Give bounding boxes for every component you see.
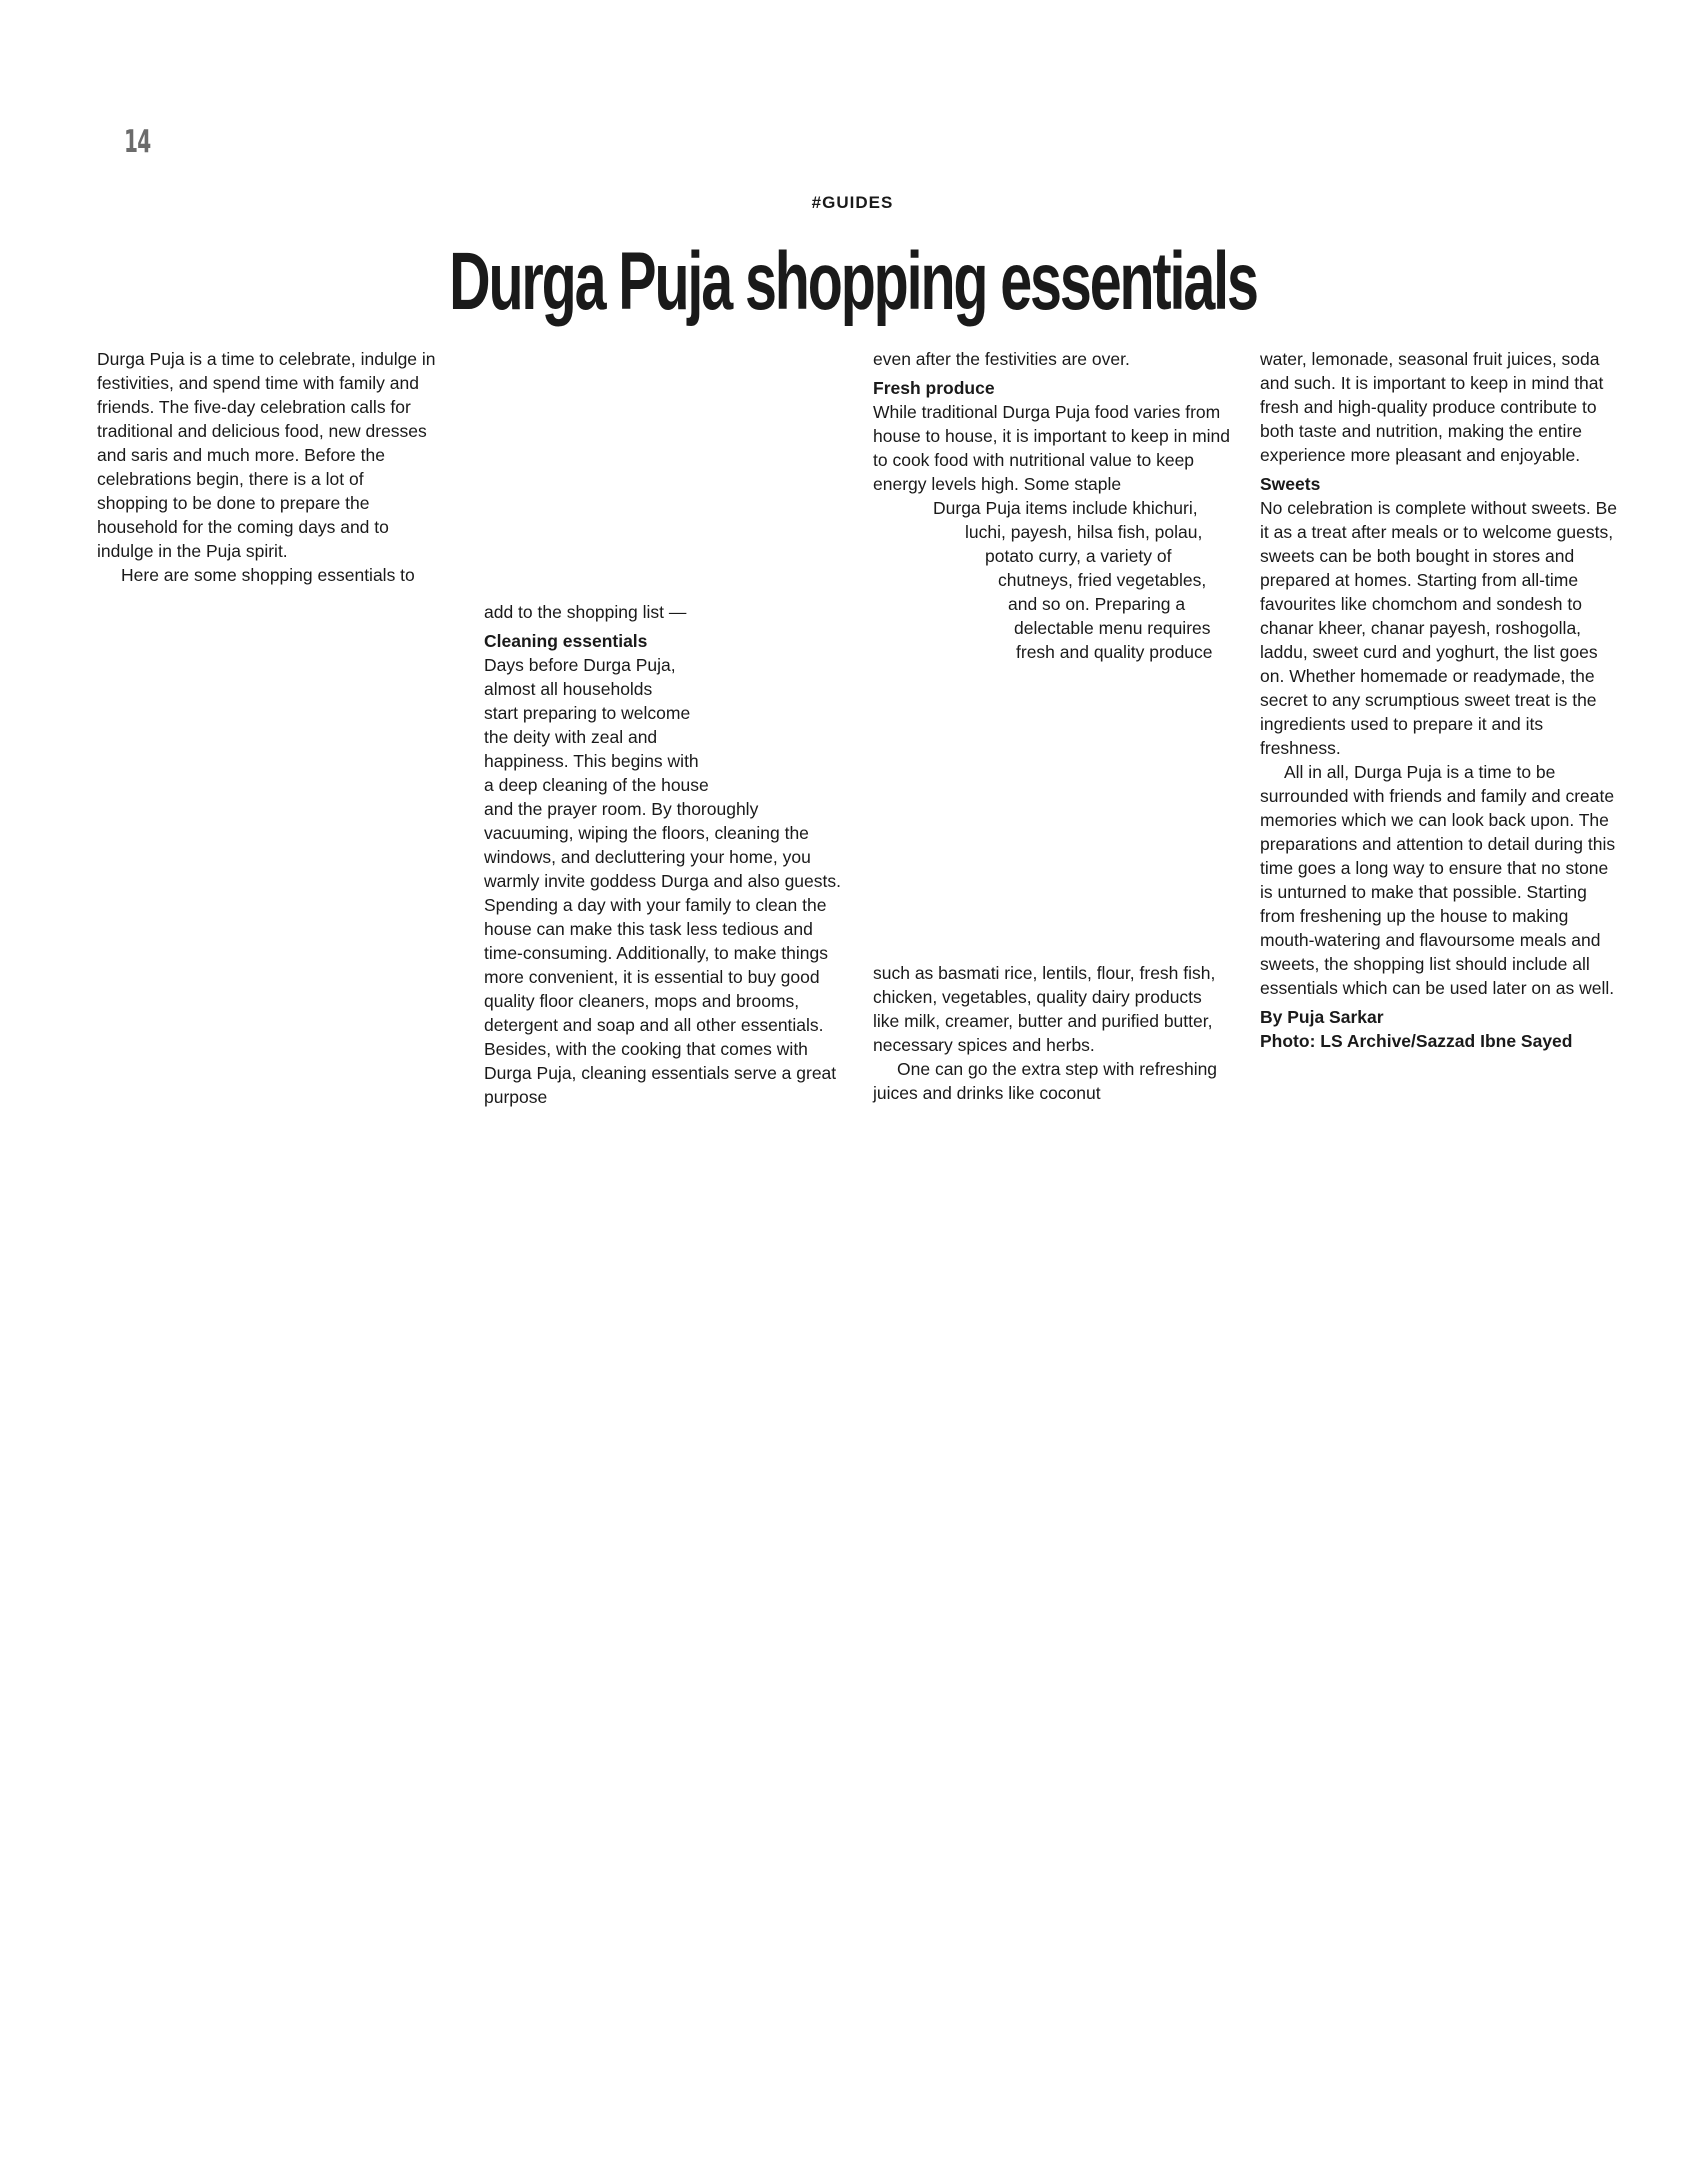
article-column-1 <box>97 347 439 587</box>
cleaning-paragraph <box>484 653 844 1109</box>
text-line: chutneys, fried vegetables, <box>998 570 1207 590</box>
article-column-4 <box>1260 347 1618 1053</box>
text-line: happiness. This begins with <box>484 751 699 771</box>
sweets-paragraph: No celebration is complete without sweets. Be it as a treat after meals or to welcome guests, sweets can be both bought in stores and prepared at homes. Starting from all-time favourites like chomchom and sondesh to chanar kheer, chanar payesh, roshogolla, laddu, sweet curd and yoghurt, the list goes on. Whether homemade or readymade, the secret to any scrumptious sweet treat is the ingredients used to prepare it and its freshness. <box>1260 498 1617 758</box>
drinks-paragraph: One can go the extra step with refreshing juices and drinks like coconut <box>873 1059 1218 1103</box>
intro-paragraph: Durga Puja is a time to celebrate, indulge in festivities, and spend time with family and friends. The five-day celebration calls for traditional and delicious food, new dresses and saris and much more. Before the celebrations begin, there is a lot of shopping to be done to prepare the household for the coming days and to indulge in the Puja spirit. <box>97 349 436 561</box>
headline-text: Durga Puja shopping essentials <box>448 236 1257 327</box>
text-line: delectable menu requires <box>1014 618 1211 638</box>
subhead-cleaning-essentials: Cleaning essentials <box>484 631 648 651</box>
section-tag: #GUIDES <box>811 193 894 212</box>
subhead-fresh-produce: Fresh produce <box>873 378 995 398</box>
headline <box>0 234 1705 330</box>
continued-paragraph: even after the festivities are over. <box>873 349 1130 369</box>
subhead-sweets: Sweets <box>1260 474 1321 494</box>
byline: By Puja Sarkar <box>1260 1007 1384 1027</box>
continued-paragraph: add to the shopping list — <box>484 602 687 622</box>
article-column-3-continued <box>873 961 1231 1105</box>
text-line: potato curry, a variety of <box>985 546 1172 566</box>
text-line: a deep cleaning of the house <box>484 775 709 795</box>
text-line: and so on. Preparing a <box>1008 594 1186 614</box>
article-column-2 <box>484 600 844 1109</box>
text-line: almost all households <box>484 679 653 699</box>
continued-paragraph: water, lemonade, seasonal fruit juices, soda and such. It is important to keep in mind that fresh and high-quality produce contribute to both taste and nutrition, making the entire experience more pleasant and enjoyable. <box>1260 349 1604 465</box>
photo-credit: Photo: LS Archive/Sazzad Ibne Sayed <box>1260 1031 1573 1051</box>
article-column-3 <box>873 347 1231 664</box>
produce-paragraph: such as basmati rice, lentils, flour, fresh fish, chicken, vegetables, quality dairy products like milk, creamer, butter and purified butter, necessary spices and herbs. <box>873 963 1216 1055</box>
text-line: Durga Puja items include khichuri, <box>933 498 1198 518</box>
text-line: the deity with zeal and <box>484 727 658 747</box>
text-line: fresh and quality produce <box>1016 642 1213 662</box>
intro-paragraph-2: Here are some shopping essentials to <box>121 565 415 585</box>
page-number: 14 <box>124 124 151 160</box>
text-line: and the prayer room. By thoroughly vacuuming, wiping the floors, cleaning the windows, and decluttering your home, you warmly invite goddess Durga and also guests. Spending a day with your family to clean the house can make this task less tedious and time-consuming. Additionally, to make things more convenient, it is essential to buy good quality floor cleaners, mops and brooms, detergent and soap and all other essentials. Besides, with the cooking that comes with Durga Puja, cleaning essentials serve a great purpose <box>484 799 841 1107</box>
text-line: Days before Durga Puja, <box>484 655 676 675</box>
closing-paragraph: All in all, Durga Puja is a time to be surrounded with friends and family and create memories which we can look back upon. The preparations and attention to detail during this time goes a long way to ensure that no stone is unturned to make that possible. Starting from freshening up the house to making mouth-watering and flavoursome meals and sweets, the shopping list should include all essentials which can be used later on as well. <box>1260 762 1616 998</box>
text-wrap-block <box>873 496 1231 664</box>
fresh-produce-paragraph: While traditional Durga Puja food varies from house to house, it is important to keep in mind to cook food with nutritional value to keep energy levels high. Some staple <box>873 402 1231 494</box>
text-line: luchi, payesh, hilsa fish, polau, <box>965 522 1203 542</box>
text-line: start preparing to welcome <box>484 703 691 723</box>
